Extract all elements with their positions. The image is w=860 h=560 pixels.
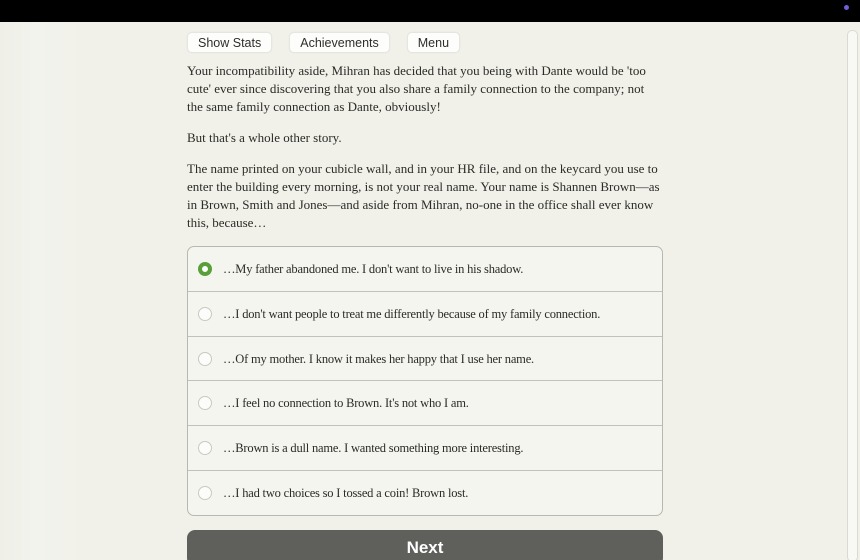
choice-label: …Brown is a dull name. I wanted something more interesting. (223, 441, 524, 456)
choice-option-2[interactable] (188, 291, 662, 336)
toolbar (187, 32, 460, 53)
choice-label: …I feel no connection to Brown. It's not who I am. (223, 396, 469, 411)
scrollbar-thumb[interactable] (847, 30, 858, 560)
choice-label: …Of my mother. I know it makes her happy that I use her name. (223, 351, 534, 366)
choice-label: …My father abandoned me. I don't want to live in his shadow. (223, 261, 524, 276)
story-paragraph-1: Your incompatibility aside, Mihran has decided that you being with Dante would be 'too cute' ever since discovering that you also share a family connection to the company; not the same family connection as Dante, obviously! (187, 63, 646, 114)
story-content (187, 22, 663, 560)
choice-label: …I had two choices so I tossed a coin! Brown lost. (223, 486, 469, 501)
show-stats-button[interactable]: Show Stats (187, 32, 272, 53)
radio-unselected-icon[interactable] (198, 396, 212, 410)
choice-list (187, 246, 663, 516)
choice-option-3[interactable] (188, 336, 662, 381)
radio-unselected-icon[interactable] (198, 486, 212, 500)
choice-option-5[interactable] (188, 425, 662, 470)
story-paragraph-2: But that's a whole other story. (187, 130, 342, 145)
game-page (0, 22, 860, 560)
radio-selected-icon[interactable] (198, 262, 212, 276)
choice-option-1[interactable] (188, 247, 662, 291)
choice-option-4[interactable] (188, 380, 662, 425)
next-button[interactable]: Next (187, 530, 663, 560)
choice-option-6[interactable] (188, 470, 662, 515)
radio-unselected-icon[interactable] (198, 352, 212, 366)
menu-button[interactable]: Menu (407, 32, 460, 53)
story-paragraph-3: The name printed on your cubicle wall, and in your HR file, and on the keycard you use to enter the building every morning, is not your real name. Your name is Shannen Brown—as in Brown, Smith and Jones—and aside from Mihran, no-one in the office shall ever know this, because… (187, 161, 660, 230)
achievements-button[interactable]: Achievements (289, 32, 390, 53)
radio-unselected-icon[interactable] (198, 441, 212, 455)
top-letterbox-bar (0, 0, 860, 22)
radio-unselected-icon[interactable] (198, 307, 212, 321)
choice-label: …I don't want people to treat me differently because of my family connection. (223, 306, 601, 321)
recording-indicator-dot (844, 5, 849, 10)
